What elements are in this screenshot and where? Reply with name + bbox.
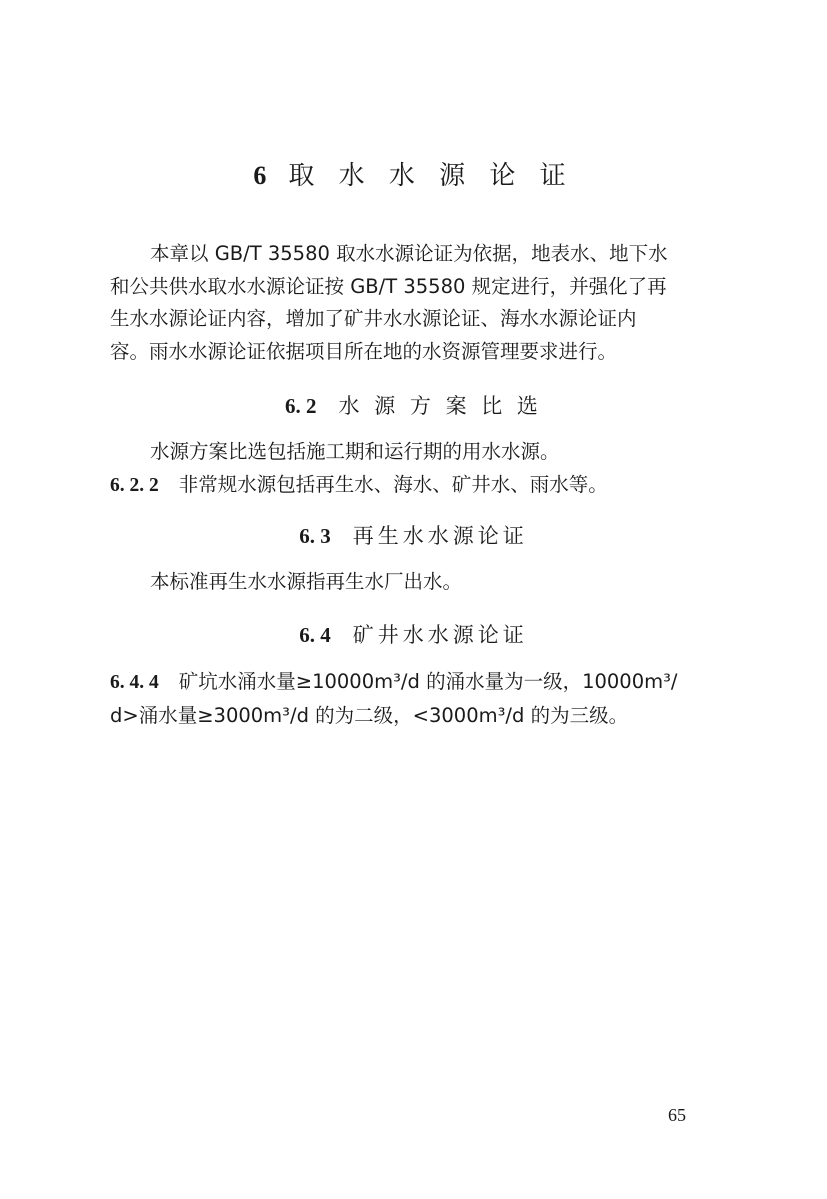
chapter-number: 6 [253, 161, 267, 190]
section-6-3-heading [0, 520, 827, 550]
clause-6-4-4-number: 6. 4. 4 [110, 672, 159, 693]
clause-6-4-4-line-1 [110, 666, 720, 700]
section-6-2-paragraph [110, 436, 720, 502]
section-6-4-title: 矿井水水源论证 [352, 623, 528, 647]
section-6-3-paragraph [110, 566, 720, 599]
clause-6-4-4-text-1: 矿坑水涌水量≥10000m³/d 的涌水量为一级，10000m³/ [178, 670, 678, 693]
page-number: 65 [668, 1105, 686, 1125]
intro-line-2: 和公共供水取水水源论证按 GB/T 35580 规定进行，并强化了再 [110, 274, 667, 298]
section-6-3-number: 6. 3 [299, 524, 331, 548]
clause-6-4-4-paragraph [110, 666, 720, 732]
clause-6-2-2 [110, 469, 720, 503]
chapter-title [0, 155, 827, 192]
intro-paragraph [110, 238, 720, 368]
clause-6-4-4-line-2: d>涌水量≥3000m³/d 的为二级，<3000m³/d 的为三级。 [110, 703, 629, 727]
clause-6-2-2-number: 6. 2. 2 [110, 474, 159, 496]
section-6-3-text: 本标准再生水水源指再生水厂出水。 [150, 570, 463, 593]
intro-line-4: 容。雨水水源论证依据项目所在地的水资源管理要求进行。 [110, 339, 618, 363]
section-6-2-heading [0, 390, 827, 420]
intro-line-3: 生水水源论证内容，增加了矿井水水源论证、海水水源论证内 [110, 307, 637, 330]
section-6-2-title: 水 源 方 案 比 选 [338, 394, 542, 418]
clause-6-2-2-text: 非常规水源包括再生水、海水、矿井水、雨水等。 [178, 472, 608, 496]
section-6-4-number: 6. 4 [299, 623, 331, 647]
section-6-4-heading [0, 619, 827, 649]
section-6-2-text: 水源方案比选包括施工期和运行期的用水水源。 [150, 440, 560, 463]
section-6-3-title: 再生水水源论证 [352, 524, 528, 548]
chapter-title-text: 取 水 水 源 论 证 [288, 161, 574, 191]
intro-line-1: 本章以 GB/T 35580 取水水源论证为依据，地表水、地下水 [150, 242, 668, 265]
section-6-2-number: 6. 2 [285, 394, 317, 418]
